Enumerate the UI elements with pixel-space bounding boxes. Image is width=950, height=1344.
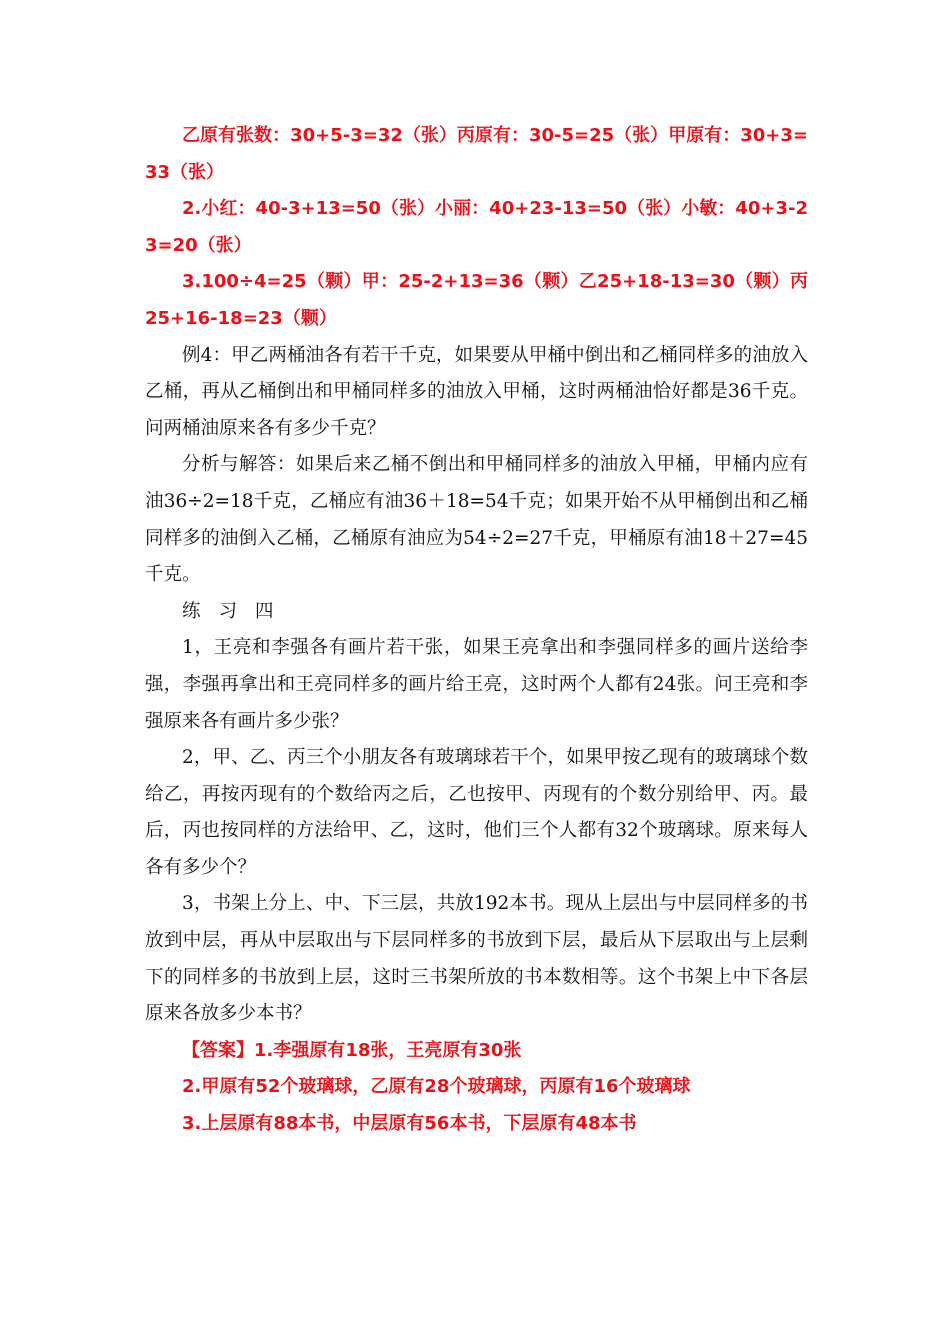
- document-page: [145, 118, 808, 1143]
- exercise-3: 3，书架上分上、中、下三层，共放192本书。现从上层出与中层同样多的书放到中层，再从中层取出与下层同样多的书放到下层，最后从下层取出与上层剩下的同样多的书放到上层，这时三书架所放的书本数相等。这个书架上中下各层原来各放多少本书？: [145, 893, 808, 1025]
- exercise-2: 2，甲、乙、丙三个小朋友各有玻璃球若干个，如果甲按乙现有的玻璃球个数给乙，再按丙现有的个数给丙之后，乙也按甲、丙现有的个数分别给甲、丙。最后，丙也按同样的方法给甲、乙，这时，他们三个人都有32个玻璃球。原来每人各有多少个？: [145, 747, 808, 878]
- example-4: 例4：甲乙两桶油各有若干千克，如果要从甲桶中倒出和乙桶同样多的油放入乙桶，再从乙桶倒出和甲桶同样多的油放入甲桶，这时两桶油恰好都是36千克。问两桶油原来各有多少千克？: [145, 344, 808, 439]
- answer-line-2: 2.小红：40-3+13=50（张）小丽：40+23-13=50（张）小敏：40+3-23=20（张）: [145, 198, 808, 256]
- exercise-title: 练习四: [182, 600, 292, 622]
- analysis-paragraph: 分析与解答：如果后来乙桶不倒出和甲桶同样多的油放入甲桶，甲桶内应有油36÷2=18千克，乙桶应有油36＋18=54千克；如果开始不从甲桶倒出和乙桶同样多的油倒入乙桶，乙桶原有油应为54÷2=27千克，甲桶原有油18＋27=45千克。: [145, 454, 808, 586]
- answer-line-3: 3.100÷4=25（颗）甲：25-2+13=36（颗）乙25+18-13=30（颗）丙25+16-18=23（颗）: [145, 271, 808, 329]
- final-answer-1: 【答案】1.李强原有18张，王亮原有30张: [182, 1039, 522, 1061]
- answer-line-1: 乙原有张数：30+5-3=32（张）丙原有：30-5=25（张）甲原有：30+3=33（张）: [145, 125, 808, 183]
- final-answer-3: 3.上层原有88本书，中层原有56本书，下层原有48本书: [182, 1113, 637, 1135]
- final-answer-2: 2.甲原有52个玻璃球，乙原有28个玻璃球，丙原有16个玻璃球: [182, 1076, 691, 1098]
- exercise-1: 1，王亮和李强各有画片若干张，如果王亮拿出和李强同样多的画片送给李强，李强再拿出和王亮同样多的画片给王亮，这时两个人都有24张。问王亮和李强原来各有画片多少张？: [145, 637, 808, 732]
